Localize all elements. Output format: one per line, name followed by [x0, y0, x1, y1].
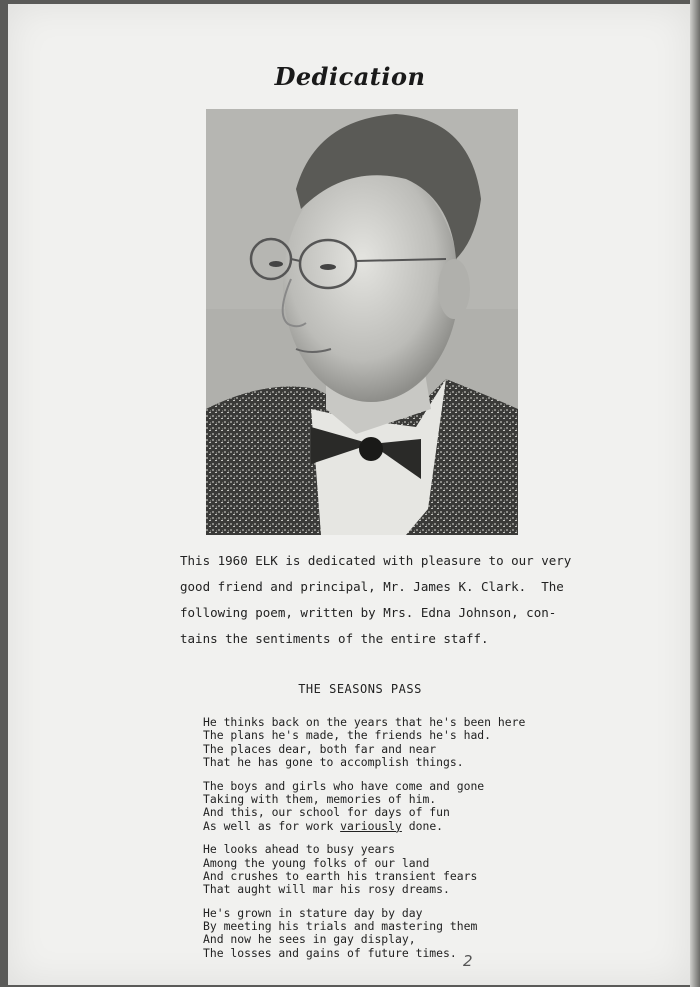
poem-line-text: As well as for work	[203, 818, 341, 833]
poem-line: Among the young folks of our land	[203, 855, 430, 870]
poem-line: That he has gone to accomplish things.	[203, 755, 464, 770]
page-edge	[690, 0, 700, 987]
intro-line: This 1960 ELK is dedicated with pleasure to our very	[180, 553, 572, 568]
poem-stanza	[203, 907, 583, 961]
poem-line: The places dear, both far and near	[203, 741, 437, 756]
poem-line: The losses and gains of future times.	[203, 945, 457, 960]
poem-line: That aught will mar his rosy dreams.	[203, 882, 450, 897]
portrait-photo	[206, 109, 518, 535]
page-title: Dedication	[274, 62, 426, 91]
poem	[203, 716, 583, 970]
page-number: 2	[463, 952, 473, 970]
poem-line: The plans he's made, the friends he's had.	[203, 728, 492, 743]
poem-line-text: done.	[401, 818, 444, 833]
poem-stanza	[203, 843, 583, 897]
poem-line: And now he sees in gay display,	[203, 932, 416, 947]
poem-line: By meeting his trials and mastering them	[203, 919, 478, 934]
poem-line: He looks ahead to busy years	[203, 842, 396, 857]
poem-stanza	[203, 780, 583, 834]
intro-line: following poem, written by Mrs. Edna Johnson, con-	[180, 605, 557, 620]
poem-stanza	[203, 716, 583, 770]
underlined-word: variously	[340, 818, 402, 833]
intro-line: good friend and principal, Mr. James K. Clark. The	[180, 579, 564, 594]
poem-line: And crushes to earth his transient fears	[203, 868, 478, 883]
poem-line: The boys and girls who have come and gone	[203, 778, 485, 793]
poem-line: He's grown in stature day by day	[203, 905, 423, 920]
poem-line: Taking with them, memories of him.	[203, 791, 437, 806]
dedication-text	[180, 548, 572, 652]
poem-line: And this, our school for days of fun	[203, 805, 450, 820]
intro-line: tains the sentiments of the entire staff.	[180, 631, 489, 646]
poem-line	[203, 820, 583, 833]
poem-title: THE SEASONS PASS	[298, 682, 422, 696]
poem-line: He thinks back on the years that he's been here	[203, 715, 526, 729]
